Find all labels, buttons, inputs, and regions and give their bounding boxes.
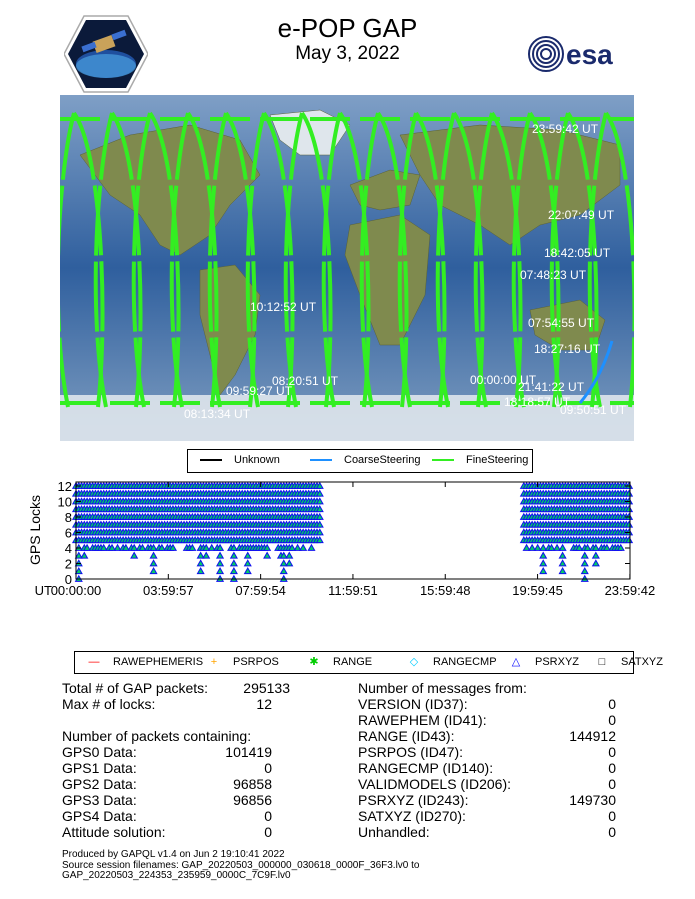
gps-lock-point (131, 553, 137, 559)
attitude-legend (187, 449, 533, 473)
x-tick-label: 07:59:54 (235, 583, 286, 598)
esa-logo-text: esa (566, 39, 613, 70)
legend-label: RAWEPHEMERIS (113, 656, 204, 668)
gps-lock-point (217, 553, 223, 559)
gps-lock-point (217, 560, 223, 566)
legend-rawephemeris (87, 656, 203, 668)
legend-psrxyz (509, 656, 579, 668)
legend-coarse-label: CoarseSteering (344, 454, 421, 466)
gps-lock-point (231, 560, 237, 566)
y-tick-label: 10 (57, 494, 72, 510)
message-count-label: PSRXYZ (ID243): (358, 792, 469, 808)
gps-lock-point (540, 545, 546, 551)
legend-label: RANGECMP (433, 656, 497, 668)
packet-count-value: 0 (264, 824, 272, 840)
legend-label: SATXYZ (621, 656, 663, 668)
legend-fine-steering (432, 454, 528, 466)
track-time-label: 07:48:23 UT (520, 268, 587, 282)
gps-lock-point (245, 568, 251, 574)
track-time-label: 21:41:22 UT (518, 380, 585, 394)
legend-unknown-swatch (200, 459, 222, 461)
message-count-value: 149730 (569, 792, 616, 808)
legend-unknown (200, 454, 280, 466)
legend-satxyz (595, 656, 663, 668)
max-locks-value: 12 (256, 696, 272, 712)
gps-lock-point (529, 545, 535, 551)
y-tick-label: 0 (64, 572, 72, 587)
messages-heading: Number of messages from: (358, 680, 527, 696)
packet-count-label: GPS3 Data: (62, 792, 137, 808)
message-count-label: RAWEPHEM (ID41): (358, 712, 487, 728)
gps-lock-point (264, 553, 270, 559)
y-tick-label: 4 (64, 541, 72, 556)
message-count-value: 0 (608, 696, 616, 712)
message-count-label: VALIDMODELS (ID206): (358, 776, 512, 792)
track-time-label: 08:13:34 UT (184, 407, 251, 421)
gps-lock-point (308, 545, 314, 551)
legend-psrpos (207, 656, 279, 668)
message-count-value: 0 (608, 744, 616, 760)
gps-lock-points (73, 483, 632, 582)
track-time-label: 18:42:05 UT (544, 246, 611, 260)
message-count-label: Unhandled: (358, 824, 430, 840)
footer (62, 850, 662, 882)
x-axis-prefix: UT (34, 583, 52, 598)
gps-lock-point (559, 553, 565, 559)
legend-coarse-steering (310, 454, 420, 466)
gps-lock-point (217, 568, 223, 574)
packet-count-label: GPS4 Data: (62, 808, 137, 824)
message-count-label: PSRPOS (ID47): (358, 744, 464, 760)
gps-lock-point (300, 545, 306, 551)
track-time-label: 09:59:27 UT (226, 384, 293, 398)
x-tick-label: 23:59:42 (604, 583, 656, 598)
track-time-label: 23:59:42 UT (532, 122, 599, 136)
gps-lock-point (523, 545, 529, 551)
track-time-label: 10:12:52 UT (250, 300, 317, 314)
message-count-value: 0 (608, 808, 616, 824)
gps-lock-point (534, 545, 540, 551)
packet-count-label: GPS1 Data: (62, 760, 137, 776)
page-title: e-POP GAP (277, 13, 418, 43)
gps-lock-point (197, 560, 203, 566)
legend-range (307, 656, 372, 668)
track-time-label: 18:27:16 UT (534, 342, 601, 356)
legend-symbol: □ (598, 656, 606, 668)
gps-lock-point (76, 568, 82, 574)
ground-track-map (60, 95, 634, 441)
packet-count-label: GPS0 Data: (62, 744, 137, 760)
message-legend (74, 651, 663, 674)
gps-lock-point (150, 553, 156, 559)
gps-lock-point (582, 553, 588, 559)
gps-lock-point (286, 553, 292, 559)
y-axis-label: GPS Locks (27, 494, 43, 566)
gps-lock-point (209, 545, 215, 551)
y-tick-label: 8 (64, 510, 72, 525)
gps-lock-point (286, 560, 292, 566)
message-count-value: 0 (608, 776, 616, 792)
message-count-label: SATXYZ (ID270): (358, 808, 466, 824)
footer-source-files-end: GAP_20220503_224353_235959_0000C_7C9F.lv0 (62, 870, 291, 881)
mission-patch-logo (64, 14, 148, 94)
gps-lock-point (281, 568, 287, 574)
track-time-label: 07:54:55 UT (528, 316, 595, 330)
legend-fine-swatch (432, 459, 454, 461)
track-time-label: 08:20:51 UT (272, 374, 339, 388)
legend-fine-label: FineSteering (466, 454, 529, 466)
packet-count-label: Attitude solution: (62, 824, 166, 840)
packet-count-value: 101419 (225, 744, 272, 760)
gps-lock-point (197, 568, 203, 574)
y-tick-label: 6 (64, 525, 72, 541)
gps-lock-point (203, 553, 209, 559)
message-count-value: 0 (608, 760, 616, 776)
gps-lock-point (76, 553, 82, 559)
legend-label: PSRXYZ (535, 656, 580, 668)
gps-lock-point (231, 553, 237, 559)
legend-label: PSRPOS (233, 656, 279, 668)
gps-lock-point (582, 560, 588, 566)
gps-lock-point (593, 560, 599, 566)
gps-lock-point (559, 545, 565, 551)
gps-lock-point (540, 560, 546, 566)
gps-lock-point (245, 553, 251, 559)
y-tick-label: 12 (57, 479, 72, 494)
gps-lock-point (554, 545, 560, 551)
x-tick-label: 19:59:45 (512, 583, 563, 598)
total-packets-label: Total # of GAP packets: (62, 680, 209, 696)
total-packets-value: 295133 (243, 680, 290, 696)
footer-produced-by: Produced by GAPQL v1.4 on Jun 2 19:10:41 2022 (62, 849, 285, 860)
track-time-label: 09:50:51 UT (560, 403, 627, 417)
legend-unknown-label: Unknown (234, 454, 280, 466)
track-time-label: 22:07:49 UT (548, 208, 615, 222)
legend-symbol: — (88, 656, 100, 668)
gps-lock-point (197, 553, 203, 559)
report-date: May 3, 2022 (295, 43, 400, 64)
legend-symbol: + (210, 656, 218, 668)
legend-coarse-swatch (310, 459, 332, 461)
gps-lock-point (281, 560, 287, 566)
message-count-label: VERSION (ID37): (358, 696, 468, 712)
message-count-value: 0 (608, 712, 616, 728)
gps-lock-point (245, 560, 251, 566)
gps-lock-point (231, 568, 237, 574)
packet-count-value: 0 (264, 760, 272, 776)
message-count-value: 0 (608, 824, 616, 840)
y-tick-label: 2 (64, 556, 72, 572)
packets-containing-heading: Number of packets containing: (62, 728, 252, 744)
gps-lock-point (114, 545, 120, 551)
packet-count-value: 96858 (233, 776, 272, 792)
x-tick-label: 00:00:00 (50, 583, 102, 598)
legend-rangecmp (407, 656, 497, 668)
gps-lock-point (559, 568, 565, 574)
gps-locks-chart (0, 478, 695, 598)
max-locks-label: Max # of locks: (62, 696, 156, 712)
track-time-label: 18:18:57 UT (504, 395, 571, 409)
gps-lock-point (294, 545, 300, 551)
legend-label: RANGE (333, 656, 373, 668)
x-tick-label: 03:59:57 (143, 583, 194, 598)
x-tick-label: 15:59:48 (419, 583, 471, 598)
legend-symbol: ✱ (309, 656, 319, 668)
gps-lock-point (582, 568, 588, 574)
message-count-value: 144912 (569, 728, 616, 744)
gps-lock-point (559, 560, 565, 566)
packet-count-value: 96856 (233, 792, 272, 808)
x-tick-label: 11:59:51 (328, 583, 378, 598)
gps-lock-point (540, 553, 546, 559)
gps-lock-point (150, 560, 156, 566)
footer-source-files: Source session filenames: GAP_20220503_000000_030618_0000F_36F3.lv0 to (62, 859, 420, 871)
gps-lock-point (540, 568, 546, 574)
track-time-label: 00:00:00 UT (470, 373, 537, 387)
message-count-label: RANGECMP (ID140): (358, 760, 494, 776)
packet-count-label: GPS2 Data: (62, 776, 137, 792)
legend-symbol: ◇ (409, 656, 419, 668)
esa-logo (528, 36, 638, 72)
gps-lock-point (81, 553, 87, 559)
gps-lock-point (593, 553, 599, 559)
message-count-label: RANGE (ID43): (358, 728, 455, 744)
legend-symbol: △ (511, 656, 521, 668)
packet-count-value: 0 (264, 808, 272, 824)
gps-lock-point (150, 568, 156, 574)
